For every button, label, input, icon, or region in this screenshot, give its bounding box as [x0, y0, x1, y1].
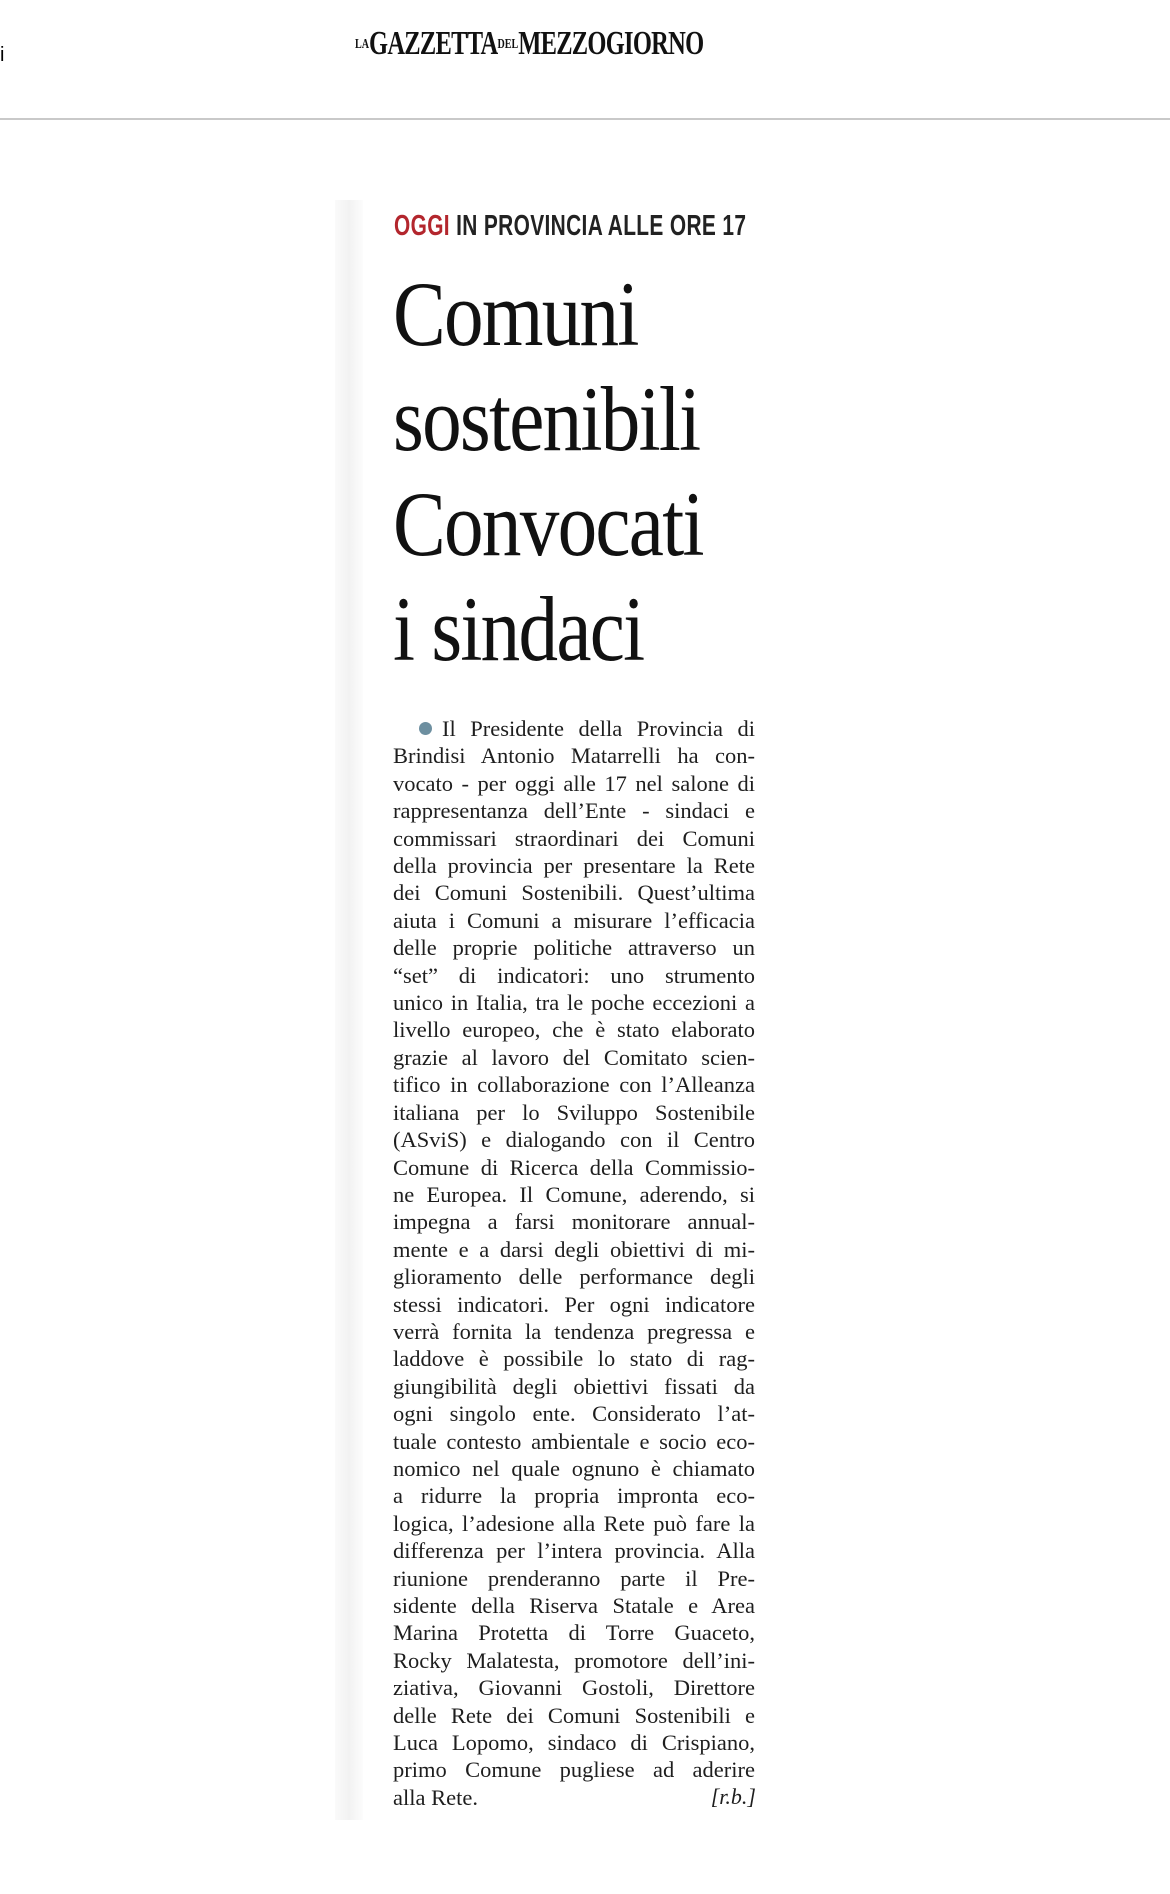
headline-line: Comuni: [393, 263, 638, 365]
body-line: (ASviS) e dialogando con il Centro: [393, 1127, 755, 1153]
body-line: rappresentanza dell’Ente - sindaci e: [393, 798, 755, 824]
body-line: della provincia per presentare la Rete: [393, 853, 755, 879]
article-signature: [r.b.]: [710, 1784, 756, 1809]
body-line: Comune di Ricerca della Commissio-: [393, 1154, 755, 1180]
body-line: vocato - per oggi alle 17 nel salone di: [393, 770, 755, 796]
body-line: differenza per l’intera provincia. Alla: [393, 1538, 755, 1564]
body-line: verrà fornita la tendenza pregressa e: [393, 1318, 755, 1344]
headline-line: Convocati: [393, 473, 703, 575]
body-line: tuale contesto ambientale e socio eco-: [393, 1428, 755, 1454]
body-line: impegna a farsi monitorare annual-: [393, 1209, 755, 1235]
masthead-gazzetta: GAZZETTA: [369, 25, 498, 62]
body-line: mente e a darsi degli obiettivi di mi-: [393, 1236, 755, 1262]
clipping-shadow: [335, 200, 363, 1820]
body-line: ziativa, Giovanni Gostoli, Direttore: [393, 1675, 755, 1701]
body-line: ogni singolo ente. Considerato l’at-: [393, 1401, 755, 1427]
masthead-wordmark: [355, 18, 703, 76]
body-line: primo Comune pugliese ad aderire: [393, 1757, 755, 1783]
body-line: logica, l’adesione alla Rete può fare la: [393, 1510, 755, 1536]
headline-line: sostenibili: [393, 368, 700, 470]
body-line: sidente della Riserva Statale e Area: [393, 1593, 755, 1618]
stray-mark: i: [0, 44, 5, 66]
body-line: nomico nel quale ognuno è chiamato: [393, 1455, 755, 1481]
body-line: grazie al lavoro del Comitato scien-: [393, 1044, 755, 1070]
body-line-text: Il Presidente della Provincia di: [442, 716, 755, 741]
body-line: alla Rete.: [393, 1784, 478, 1810]
body-line: dei Comuni Sostenibili. Quest’ultima: [393, 880, 755, 906]
body-line: delle proprie politiche attraverso un: [393, 935, 755, 961]
body-line: riunione prenderanno parte il Pre-: [393, 1565, 755, 1591]
body-line: “set” di indicatori: uno strumento: [393, 962, 755, 988]
masthead-del: DEL: [497, 37, 519, 52]
masthead-mezzogiorno: MEZZOGIORNO: [518, 25, 704, 62]
masthead-la: LA: [355, 37, 370, 52]
body-line: glioramento delle performance degli: [393, 1264, 755, 1290]
bullet-icon: [419, 722, 432, 735]
body-line: stessi indicatori. Per ogni indicatore: [393, 1291, 755, 1317]
body-line: a ridurre la propria impronta eco-: [393, 1483, 755, 1509]
body-line: laddove è possibile lo stato di rag-: [393, 1346, 755, 1372]
body-line: tifico in collaborazione con l’Alleanza: [393, 1072, 755, 1098]
body-line: Marina Protetta di Torre Guaceto,: [393, 1620, 755, 1646]
body-line: livello europeo, che è stato elaborato: [393, 1017, 755, 1043]
kicker-highlight: OGGI: [394, 210, 450, 242]
body-line: unico in Italia, tra le poche eccezioni a: [393, 990, 755, 1016]
body-line: giungibilità degli obiettivi fissati da: [393, 1373, 755, 1399]
body-line: commissari straordinari dei Comuni: [393, 825, 755, 851]
article-headline: [393, 262, 833, 682]
article-body: [393, 715, 755, 1811]
headline-line: i sindaci: [393, 578, 644, 680]
body-line: aiuta i Comuni a misurare l’efficacia: [393, 907, 755, 933]
body-line: Luca Lopomo, sindaco di Crispiano,: [393, 1730, 755, 1756]
body-line: [393, 715, 755, 742]
article-kicker: [394, 210, 746, 243]
body-line: Brindisi Antonio Matarrelli ha con-: [393, 743, 755, 769]
header-divider: [0, 118, 1170, 120]
body-line: ne Europea. Il Comune, aderendo, si: [393, 1181, 755, 1207]
body-line: italiana per lo Sviluppo Sostenibile: [393, 1099, 755, 1125]
kicker-text: IN PROVINCIA ALLE ORE 17: [456, 210, 747, 242]
body-line: Rocky Malatesta, promotore dell’ini-: [393, 1647, 755, 1673]
masthead-logo: [355, 18, 775, 70]
body-line: delle Rete dei Comuni Sostenibili e: [393, 1702, 755, 1728]
